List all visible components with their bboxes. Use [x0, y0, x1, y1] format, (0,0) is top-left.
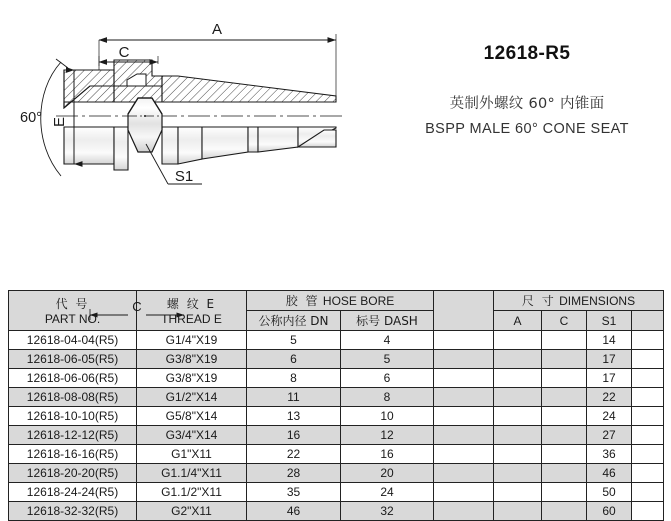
cell-dash: 6 — [341, 369, 434, 388]
description-chinese: 英制外螺纹 60° 内锥面 — [449, 95, 605, 112]
cell-spacer-2 — [632, 426, 664, 445]
cell-part-no: 12618-10-10(R5) — [9, 407, 137, 426]
cell-spacer-1 — [434, 445, 494, 464]
cell-dash: 16 — [341, 445, 434, 464]
cell-spacer-1 — [434, 407, 494, 426]
cell-dim-c — [542, 388, 587, 407]
header-hose-bore-en: HOSE BORE — [322, 294, 395, 308]
cell-dash: 5 — [341, 350, 434, 369]
dimension-label-E: E — [51, 116, 68, 128]
header-dim-c: C — [542, 311, 587, 331]
cell-thread: G5/8"X14 — [137, 407, 247, 426]
cell-dim-c — [542, 350, 587, 369]
table-row — [9, 426, 664, 445]
header-dimensions-en: DIMENSIONS — [559, 294, 636, 308]
cell-dn: 13 — [247, 407, 341, 426]
table-row — [9, 350, 664, 369]
header-thread — [137, 291, 247, 331]
cell-dim-a — [494, 407, 542, 426]
dimension-label-A: A — [211, 21, 223, 38]
header-dimensions-cn: 尺 寸 — [521, 294, 556, 308]
cell-spacer-1 — [434, 388, 494, 407]
cell-dim-a — [494, 426, 542, 445]
cell-part-no: 12618-12-12(R5) — [9, 426, 137, 445]
cell-dim-s1: 46 — [587, 464, 632, 483]
specification-table-container — [8, 290, 663, 521]
header-thread-en: THREAD E — [161, 312, 222, 326]
fitting-cross-section-svg — [6, 4, 380, 214]
cell-dim-c — [542, 464, 587, 483]
table-row — [9, 369, 664, 388]
header-spacer-2 — [632, 311, 664, 331]
cell-spacer-2 — [632, 464, 664, 483]
cell-thread: G3/8"X19 — [137, 350, 247, 369]
cell-dim-s1: 17 — [587, 369, 632, 388]
header-bore-dn: 公称内径 DN — [247, 311, 341, 331]
cell-dn: 22 — [247, 445, 341, 464]
cell-dim-a — [494, 369, 542, 388]
cell-dim-a — [494, 445, 542, 464]
header-dim-a: A — [494, 311, 542, 331]
cell-thread: G1.1/2"X11 — [137, 483, 247, 502]
cell-dn: 8 — [247, 369, 341, 388]
cell-thread: G3/4"X14 — [137, 426, 247, 445]
cell-spacer-1 — [434, 331, 494, 350]
dimension-label-cone-angle: 60° — [20, 110, 42, 126]
table-body — [9, 331, 664, 521]
cell-thread: G1/2"X14 — [137, 388, 247, 407]
cell-part-no: 12618-04-04(R5) — [9, 331, 137, 350]
cell-dim-c — [542, 483, 587, 502]
cell-spacer-1 — [434, 426, 494, 445]
description-english: BSPP MALE 60° CONE SEAT — [425, 120, 629, 137]
table-row — [9, 445, 664, 464]
cell-spacer-2 — [632, 502, 664, 521]
cell-dn: 35 — [247, 483, 341, 502]
cell-dash: 24 — [341, 483, 434, 502]
fitting-body-lower — [64, 127, 336, 170]
cell-spacer-2 — [632, 483, 664, 502]
cell-dim-a — [494, 502, 542, 521]
cell-thread: G2"X11 — [137, 502, 247, 521]
cell-part-no: 12618-08-08(R5) — [9, 388, 137, 407]
cell-dn: 16 — [247, 426, 341, 445]
cell-dim-c — [542, 407, 587, 426]
cell-thread: G1.1/4"X11 — [137, 464, 247, 483]
table-row — [9, 331, 664, 350]
header-part-no — [9, 291, 137, 331]
cell-dim-s1: 27 — [587, 426, 632, 445]
table-row — [9, 483, 664, 502]
table-row — [9, 502, 664, 521]
technical-drawing — [6, 4, 380, 214]
table-row — [9, 407, 664, 426]
header-bore-dash: 标号 DASH — [341, 311, 434, 331]
header-spacer-1 — [434, 291, 494, 331]
cell-dim-a — [494, 388, 542, 407]
cell-thread: G3/8"X19 — [137, 369, 247, 388]
cell-part-no: 12618-24-24(R5) — [9, 483, 137, 502]
cell-dim-s1: 24 — [587, 407, 632, 426]
cell-spacer-1 — [434, 483, 494, 502]
table-row — [9, 388, 664, 407]
cell-dash: 10 — [341, 407, 434, 426]
table-header — [9, 291, 664, 331]
cell-spacer-2 — [632, 407, 664, 426]
header-thread-cn: 螺 纹 E — [166, 297, 217, 311]
cell-dim-s1: 22 — [587, 388, 632, 407]
cell-part-no: 12618-32-32(R5) — [9, 502, 137, 521]
cell-spacer-1 — [434, 464, 494, 483]
cell-spacer-2 — [632, 369, 664, 388]
cell-dn: 28 — [247, 464, 341, 483]
cell-spacer-1 — [434, 350, 494, 369]
cell-thread: G1"X11 — [137, 445, 247, 464]
cell-dn: 46 — [247, 502, 341, 521]
cell-part-no: 12618-06-06(R5) — [9, 369, 137, 388]
cell-spacer-1 — [434, 502, 494, 521]
cell-part-no: 12618-16-16(R5) — [9, 445, 137, 464]
cell-dim-a — [494, 350, 542, 369]
header-dim-s1: S1 — [587, 311, 632, 331]
dimension-label-C: C — [118, 44, 130, 61]
cell-spacer-1 — [434, 369, 494, 388]
cell-dim-c — [542, 369, 587, 388]
cell-dim-c — [542, 502, 587, 521]
table-row — [9, 464, 664, 483]
cell-thread: G1/4"X19 — [137, 331, 247, 350]
specification-table — [8, 290, 664, 521]
cell-dim-a — [494, 483, 542, 502]
cell-dash: 12 — [341, 426, 434, 445]
cell-spacer-2 — [632, 388, 664, 407]
cell-part-no: 12618-06-05(R5) — [9, 350, 137, 369]
cell-dash: 8 — [341, 388, 434, 407]
header-part-no-cn: 代 号 — [55, 297, 90, 311]
cell-dash: 32 — [341, 502, 434, 521]
cell-dn: 5 — [247, 331, 341, 350]
cell-dim-s1: 60 — [587, 502, 632, 521]
cell-spacer-2 — [632, 331, 664, 350]
fitting-body-section — [64, 60, 336, 108]
cell-dim-c — [542, 426, 587, 445]
cell-spacer-2 — [632, 445, 664, 464]
cell-dim-c — [542, 445, 587, 464]
cell-dash: 4 — [341, 331, 434, 350]
dimension-label-S1: S1 — [174, 168, 194, 185]
title-block — [388, 44, 666, 139]
cell-dn: 11 — [247, 388, 341, 407]
cell-dim-s1: 17 — [587, 350, 632, 369]
cell-dn: 6 — [247, 350, 341, 369]
cell-dim-a — [494, 464, 542, 483]
part-title: 12618-R5 — [483, 43, 571, 64]
header-hose-bore-cn: 胶 管 — [285, 294, 320, 308]
hex-nut — [128, 98, 162, 152]
table-header-row-1 — [9, 291, 664, 311]
cell-dim-s1: 50 — [587, 483, 632, 502]
cell-dim-s1: 36 — [587, 445, 632, 464]
header-dimensions-group — [494, 291, 664, 311]
header-part-no-en: PART NO. — [44, 312, 101, 326]
header-hose-bore-group — [247, 291, 434, 311]
cell-spacer-2 — [632, 350, 664, 369]
cell-dim-s1: 14 — [587, 331, 632, 350]
cell-dim-a — [494, 331, 542, 350]
stray-c-label: C — [132, 299, 142, 314]
cell-dim-c — [542, 331, 587, 350]
cell-part-no: 12618-20-20(R5) — [9, 464, 137, 483]
cell-dash: 20 — [341, 464, 434, 483]
